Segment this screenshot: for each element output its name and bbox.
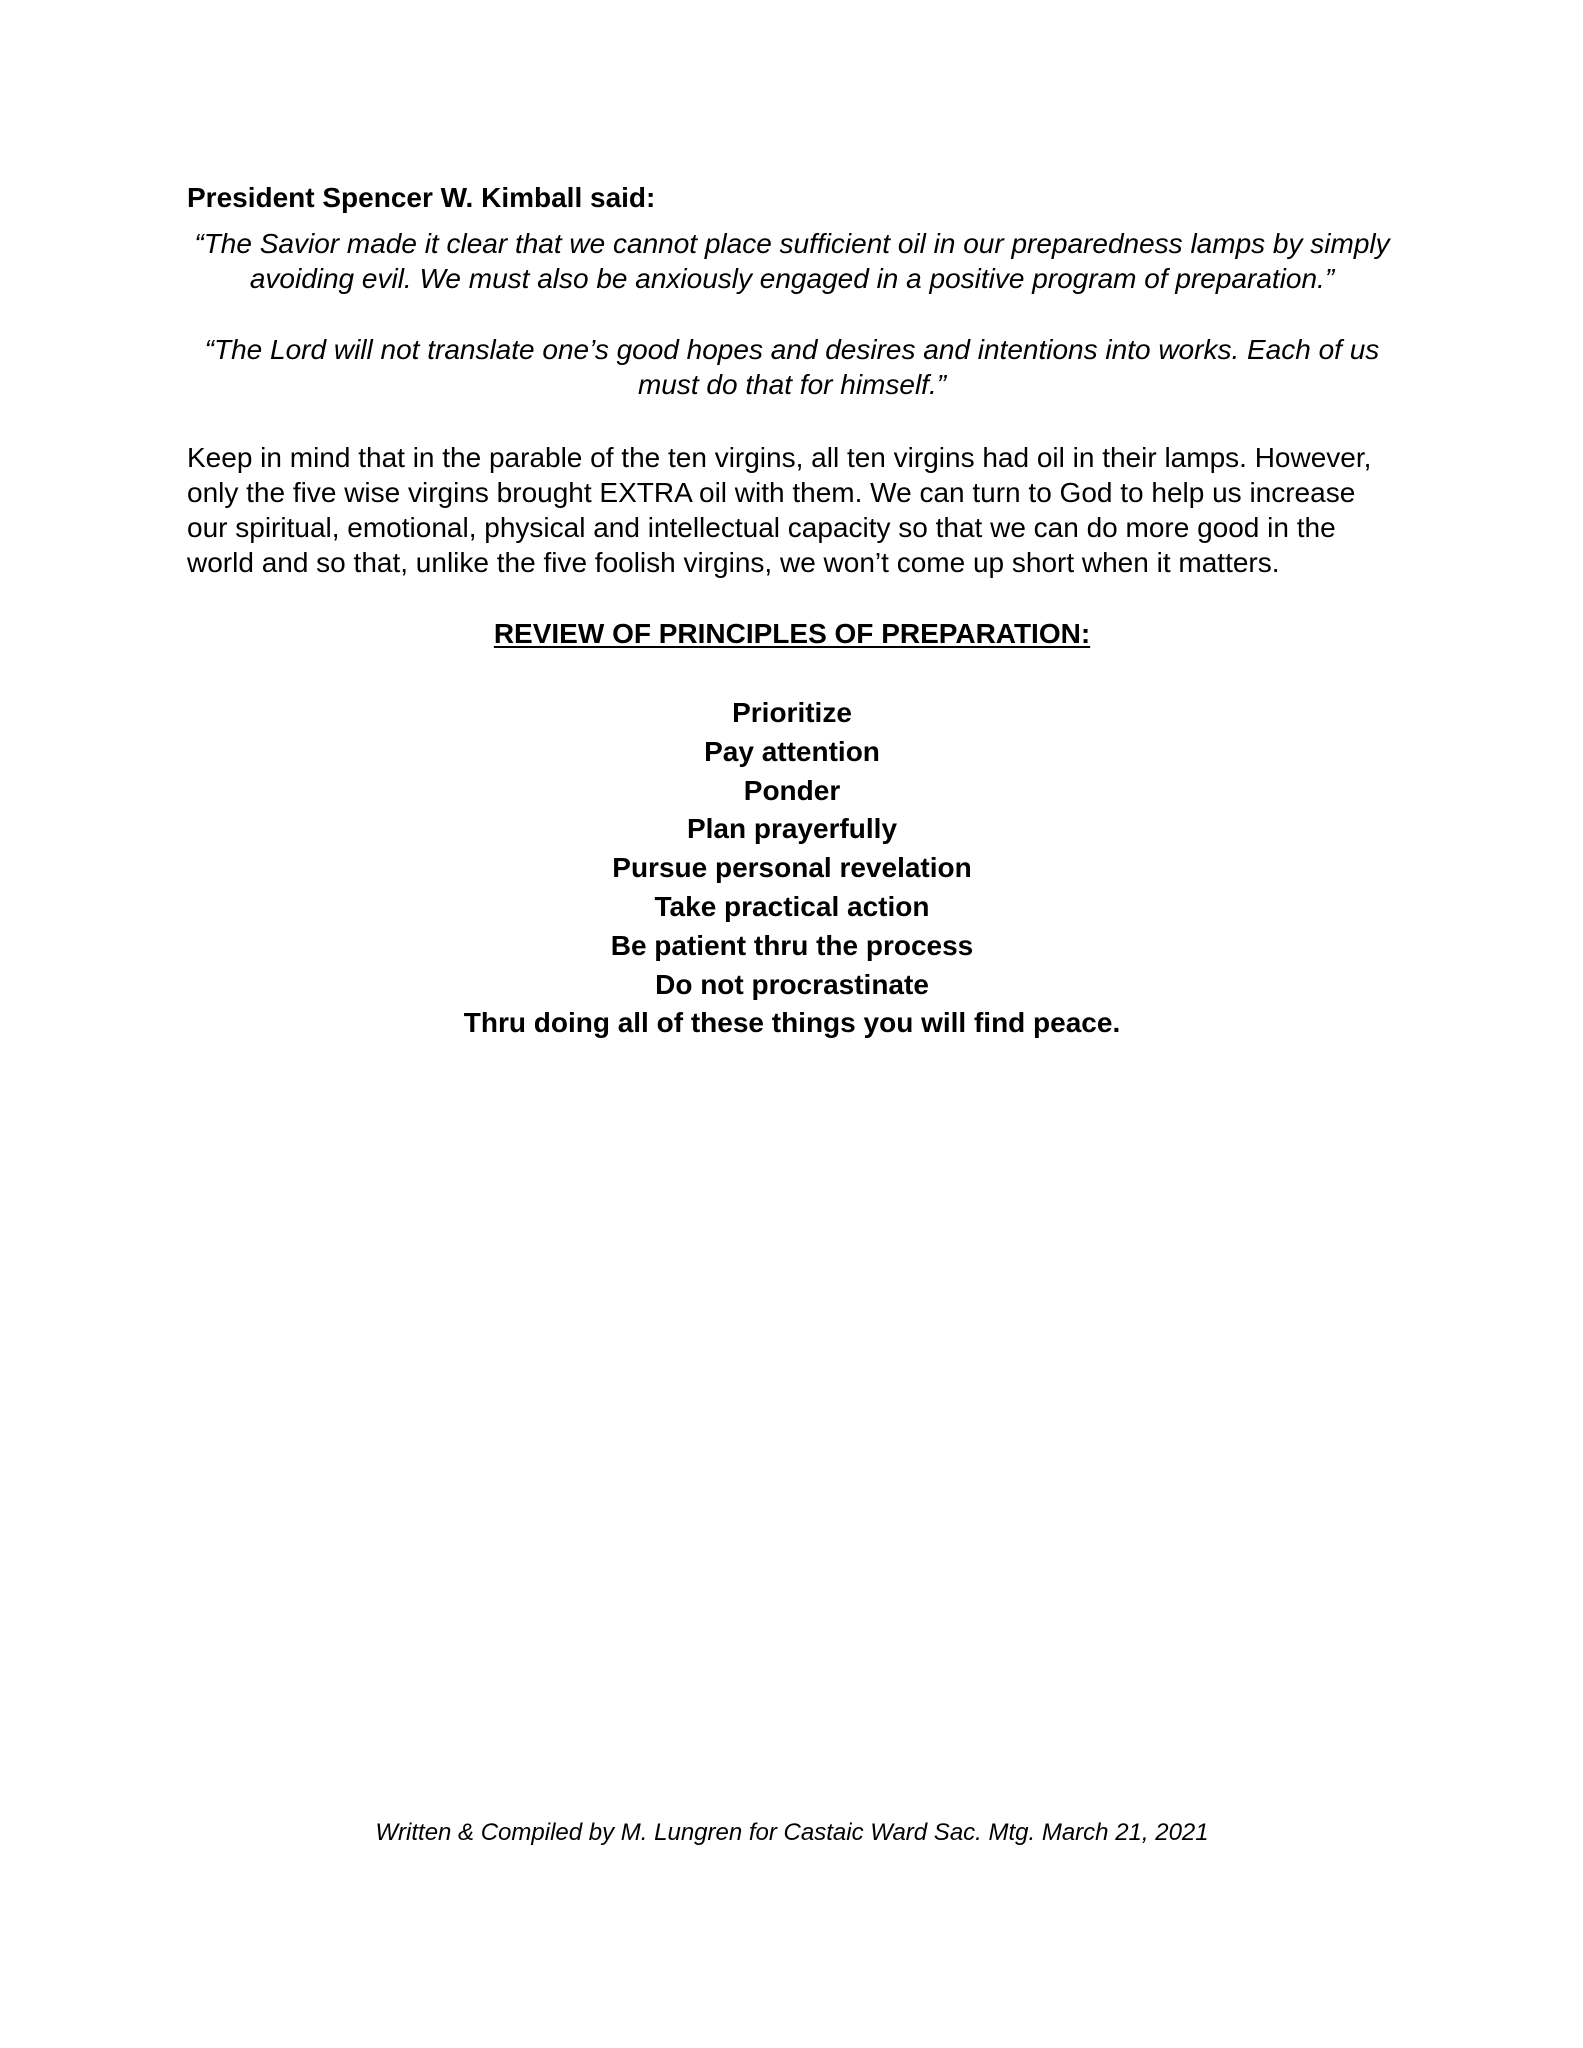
footer-credit: Written & Compiled by M. Lungren for Castaic Ward Sac. Mtg. March 21, 2021 <box>375 1819 1209 1846</box>
review-principles-title: REVIEW OF PRINCIPLES OF PREPARATION: <box>493 618 1091 649</box>
principle-item: Ponder <box>743 774 841 806</box>
principle-item: Plan prayerfully <box>686 813 898 845</box>
document-content <box>187 180 1397 1043</box>
quote-preparedness: “The Savior made it clear that we cannot place sufficient oil in our preparedness lamps by simply avoiding evil. We must also be anxiously engaged in a positive program of preparation.” <box>194 228 1390 294</box>
principle-item: Take practical action <box>654 890 930 922</box>
quote-good-hopes: “The Lord will not translate one’s good hopes and desires and intentions into works. Each of us must do that for himself.” <box>204 334 1380 400</box>
principle-item: Pay attention <box>704 735 880 767</box>
quote-attribution-heading: President Spencer W. Kimball said: <box>187 182 656 213</box>
ten-virgins-paragraph: Keep in mind that in the parable of the ten virgins, all ten virgins had oil in their lamps. However, only the five wise virgins brought EXTRA oil with them. We can turn to God to help us increase our spiritual, emotional, physical and intellectual capacity so that we can do more good in the world and so that, unlike the five foolish virgins, we won’t come up short when it matters. <box>187 442 1372 578</box>
principle-item: Prioritize <box>732 697 852 728</box>
principle-item: Do not procrastinate <box>655 968 929 1000</box>
principle-item: Pursue personal revelation <box>612 852 972 884</box>
principle-conclusion: Thru doing all of these things you will find peace. <box>463 1007 1121 1039</box>
principle-item: Be patient thru the process <box>610 929 974 961</box>
principles-list <box>187 694 1397 1043</box>
